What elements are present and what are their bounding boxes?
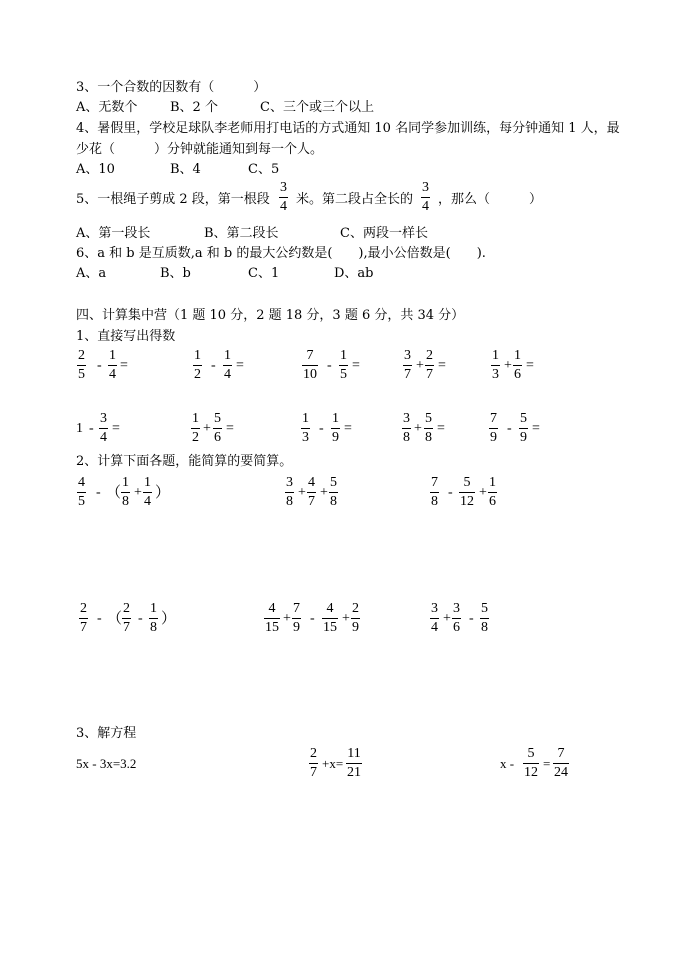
denominator: 4 [280, 199, 287, 214]
row2-item4-frac-a [402, 411, 411, 446]
numerator: 7 [431, 475, 438, 490]
e2-frac-a [285, 475, 294, 510]
numerator: 5 [425, 411, 432, 426]
e1-op1: - [96, 485, 101, 500]
e4-lparen: （ [107, 609, 123, 627]
eq2-frac-a [309, 746, 318, 781]
row2-item1-frac-b [99, 411, 108, 446]
denominator: 8 [425, 430, 432, 445]
row2-item2-eq: = [226, 421, 234, 436]
q4-option-c: C、5 [248, 162, 280, 177]
numerator: 3 [280, 180, 287, 195]
denominator: 10 [303, 367, 317, 382]
eq3-frac-b [553, 746, 569, 781]
denominator: 7 [404, 367, 411, 382]
numerator: 1 [340, 348, 347, 363]
e1-lparen: （ [106, 483, 122, 501]
e1-rparen: ） [155, 483, 171, 501]
denominator: 6 [489, 494, 496, 509]
numerator: 1 [332, 411, 339, 426]
denominator: 9 [293, 620, 300, 635]
row1-item4-eq: = [438, 358, 446, 373]
denominator: 2 [192, 430, 199, 445]
numerator: 4 [326, 601, 334, 616]
numerator: 3 [404, 348, 411, 363]
q6-option-c: C、1 [248, 266, 280, 281]
q5-option-c: C、两段一样长 [340, 226, 428, 241]
q6-option-b: B、b [160, 266, 191, 281]
denominator: 5 [340, 367, 347, 382]
numerator: 1 [514, 348, 521, 363]
row1-item5-frac-b [513, 348, 522, 383]
denominator: 15 [323, 620, 337, 635]
denominator: 7 [308, 494, 315, 509]
e5-frac-b [292, 601, 301, 636]
e3-op2: + [479, 485, 487, 500]
e3-frac-a [430, 475, 439, 510]
row2-item3-frac-b [331, 411, 340, 446]
denominator: 6 [214, 430, 221, 445]
row2-item4-eq: = [437, 421, 445, 436]
numerator: 3 [422, 180, 429, 195]
q5-part3: ，那么（ ） [438, 192, 543, 207]
row1-item2-op: - [211, 358, 216, 373]
eq3-frac-a [523, 746, 539, 781]
section-sub-2: 2、计算下面各题，能简算的要简算。 [76, 454, 293, 469]
q3-stem: 3、一个合数的因数有（ ） [76, 80, 267, 95]
numerator: 2 [80, 601, 87, 616]
row2-item1-lead: 1 [76, 421, 83, 436]
denominator: 9 [490, 430, 497, 445]
q4-option-a: A、10 [76, 162, 115, 177]
row1-item5-eq: = [526, 358, 534, 373]
row2-item5-frac-a [489, 411, 498, 446]
denominator: 7 [426, 367, 433, 382]
denominator: 8 [286, 494, 293, 509]
denominator: 5 [78, 494, 85, 509]
numerator: 4 [308, 475, 315, 490]
e2-frac-c [329, 475, 338, 510]
q6-option-a: A、a [76, 266, 107, 281]
numerator: 7 [306, 348, 314, 363]
denominator: 6 [514, 367, 521, 382]
numerator: 1 [489, 475, 496, 490]
denominator: 8 [122, 494, 129, 509]
e5-frac-a [264, 601, 280, 636]
e4-op1: - [97, 611, 102, 626]
row2-item2-frac-a [191, 411, 200, 446]
denominator: 2 [194, 367, 201, 382]
numerator: 2 [352, 601, 359, 616]
q5-option-a: A、第一段长 [76, 226, 151, 241]
denominator: 15 [265, 620, 279, 635]
e4-frac-a [79, 601, 88, 636]
denominator: 8 [330, 494, 337, 509]
numerator: 2 [78, 348, 85, 363]
numerator: 7 [293, 601, 300, 616]
denominator: 12 [524, 765, 538, 780]
e1-frac-a [77, 475, 86, 510]
numerator: 2 [426, 348, 433, 363]
q3-option-b: B、2 个 [170, 100, 218, 115]
e6-frac-b [452, 601, 461, 636]
row1-item5-frac-a [491, 348, 500, 383]
row1-item2-frac-b [223, 348, 232, 383]
denominator: 8 [431, 494, 438, 509]
e2-op1: + [298, 485, 306, 500]
e2-op2: + [320, 485, 328, 500]
section-title: 四、计算集中营（1 题 10 分，2 题 18 分，3 题 6 分，共 34 分） [76, 308, 465, 323]
numerator: 3 [453, 601, 460, 616]
numerator: 5 [481, 601, 488, 616]
row1-item1-op: - [97, 358, 102, 373]
numerator: 4 [268, 601, 276, 616]
numerator: 5 [520, 411, 527, 426]
e5-frac-c [322, 601, 338, 636]
numerator: 1 [302, 411, 309, 426]
row1-item1-frac-b [108, 348, 117, 383]
numerator: 2 [123, 601, 130, 616]
denominator: 5 [78, 367, 85, 382]
numerator: 3 [286, 475, 293, 490]
numerator: 5 [330, 475, 337, 490]
numerator: 1 [492, 348, 499, 363]
e4-frac-c [149, 601, 158, 636]
e1-frac-b [121, 475, 130, 510]
row2-item5-eq: = [532, 421, 540, 436]
e6-frac-c [480, 601, 489, 636]
row1-item4-frac-b [425, 348, 434, 383]
denominator: 12 [460, 494, 474, 509]
numerator: 7 [490, 411, 497, 426]
e4-frac-b [122, 601, 131, 636]
denominator: 6 [453, 620, 460, 635]
row2-item1-op: - [89, 421, 94, 436]
row2-item4-op: + [414, 421, 422, 436]
numerator: 3 [100, 411, 107, 426]
row1-item1-eq: = [120, 358, 128, 373]
e4-op2: - [138, 611, 143, 626]
denominator: 7 [310, 765, 317, 780]
denominator: 4 [144, 494, 151, 509]
denominator: 9 [520, 430, 527, 445]
denominator: 7 [80, 620, 87, 635]
row2-item4-frac-b [424, 411, 433, 446]
row2-item5-op: - [507, 421, 512, 436]
denominator: 8 [403, 430, 410, 445]
e3-op1: - [448, 485, 453, 500]
denominator: 4 [100, 430, 107, 445]
numerator: 3 [431, 601, 438, 616]
row1-item2-frac-a [193, 348, 202, 383]
e5-frac-d [351, 601, 360, 636]
denominator: 9 [352, 620, 359, 635]
q3-option-a: A、无数个 [76, 100, 138, 115]
row1-item4-frac-a [403, 348, 412, 383]
row2-item2-op: + [203, 421, 211, 436]
numerator: 7 [557, 746, 565, 761]
denominator: 4 [224, 367, 231, 382]
e3-frac-c [488, 475, 497, 510]
q5-option-b: B、第二段长 [204, 226, 279, 241]
denominator: 21 [347, 765, 361, 780]
denominator: 7 [123, 620, 130, 635]
e3-frac-b [459, 475, 475, 510]
section-sub-3: 3、解方程 [76, 726, 137, 741]
denominator: 9 [332, 430, 339, 445]
row2-item5-frac-b [519, 411, 528, 446]
q6-option-d: D、ab [334, 266, 374, 281]
numerator: 1 [150, 601, 157, 616]
numerator: 4 [78, 475, 85, 490]
row2-item3-eq: = [344, 421, 352, 436]
q5-fraction-2 [421, 180, 430, 215]
e5-op3: + [342, 611, 350, 626]
eq3-mid: = [543, 756, 551, 771]
numerator: 11 [347, 746, 361, 761]
q4-line2: 少花（ ）分钟就能通知到每一个人。 [76, 142, 324, 157]
q5-part1: 5、一根绳子剪成 2 段，第一根段 [76, 192, 270, 207]
e1-frac-c [143, 475, 152, 510]
e2-frac-b [307, 475, 316, 510]
denominator: 3 [492, 367, 499, 382]
row2-item2-frac-b [213, 411, 222, 446]
denominator: 4 [431, 620, 438, 635]
row1-item5-op: + [504, 358, 512, 373]
row1-item3-op: - [327, 358, 332, 373]
numerator: 5 [527, 746, 535, 761]
row1-item3-frac-b [339, 348, 348, 383]
denominator: 3 [302, 430, 309, 445]
q6-stem: 6、a 和 b 是互质数,a 和 b 的最大公约数是( ),最小公倍数是( ). [76, 246, 486, 261]
e6-op2: - [469, 611, 474, 626]
e6-frac-a [430, 601, 439, 636]
numerator: 1 [192, 411, 199, 426]
e5-op1: + [283, 611, 291, 626]
q5-fraction-1 [279, 180, 288, 215]
row1-item2-eq: = [236, 358, 244, 373]
numerator: 1 [109, 348, 116, 363]
denominator: 4 [422, 199, 429, 214]
numerator: 5 [463, 475, 471, 490]
equation-1: 5x - 3x=3.2 [76, 756, 137, 771]
e1-op2: + [134, 485, 142, 500]
row1-item3-frac-a [302, 348, 318, 383]
row2-item3-op: - [319, 421, 324, 436]
row1-item1-frac-a [77, 348, 86, 383]
denominator: 8 [150, 620, 157, 635]
denominator: 8 [481, 620, 488, 635]
numerator: 1 [224, 348, 231, 363]
numerator: 2 [310, 746, 317, 761]
e4-rparen: ） [161, 609, 177, 627]
row1-item3-eq: = [352, 358, 360, 373]
denominator: 4 [109, 367, 116, 382]
numerator: 1 [144, 475, 151, 490]
section-sub-1: 1、直接写出得数 [76, 329, 176, 344]
numerator: 1 [122, 475, 129, 490]
eq2-frac-b [346, 746, 362, 781]
q3-option-c: C、三个或三个以上 [260, 100, 374, 115]
eq2-mid: +x= [322, 756, 344, 771]
q5-part2: 米。第二段占全长的 [296, 192, 414, 207]
e5-op2: - [310, 611, 315, 626]
e6-op1: + [443, 611, 451, 626]
eq3-lead: x - [500, 756, 515, 771]
q4-line1: 4、暑假里，学校足球队李老师用打电话的方式通知 10 名同学参加训练，每分钟通知 1 人，最 [76, 121, 620, 136]
denominator: 24 [554, 765, 568, 780]
row2-item3-frac-a [301, 411, 310, 446]
numerator: 5 [214, 411, 221, 426]
row2-item1-eq: = [112, 421, 120, 436]
numerator: 3 [403, 411, 410, 426]
q4-option-b: B、4 [170, 162, 201, 177]
numerator: 1 [194, 348, 201, 363]
row1-item4-op: + [416, 358, 424, 373]
